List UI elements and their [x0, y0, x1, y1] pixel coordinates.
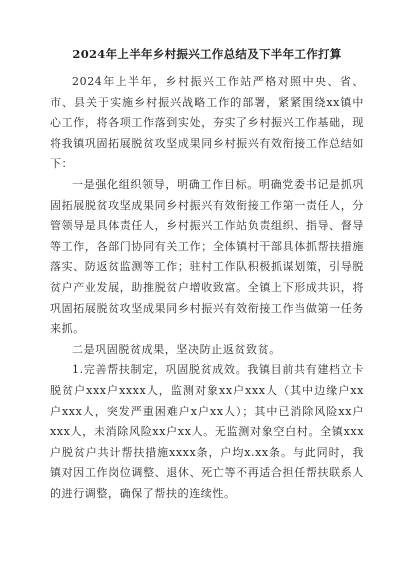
intro-paragraph: 2024年上半年，乡村振兴工作站严格对照中央、省、市、县关于实施乡村振兴战略工作的部署，紧紧围绕xx镇中心工作，将各项工作落到实处，夯实了乡村振兴工作基础，现将我镇巩固拓展脱贫攻坚成果同乡村振兴有效衔接工作总结如下：: [50, 75, 364, 171]
document-title: 2024年上半年乡村振兴工作总结及下半年工作打算: [72, 47, 342, 61]
section-one-paragraph: 一是强化组织领导，明确工作目标。明确党委书记是抓巩固拓展脱贫攻坚成果同乡村振兴有效衔接工作第一责任人，分管领导是具体责任人，乡村振兴工作站负责组织、指导、督导等工作，各部门协同有关工作；全体镇村干部具体抓帮扶措施落实、防返贫监测等工作；驻村工作队积极抓谋划策，引导脱贫户产业发展，助推脱贫户增收致富。全镇上下形成共识，将巩固拓展脱贫攻坚成果同乡村振兴有效衔接工作当做第一任务来抓。: [50, 177, 364, 336]
item-one-paragraph: 1.完善帮扶制定，巩固脱贫成效。我镇目前共有建档立卡脱贫户xxx户xxxx人，监测对象xx户xxx人（其中边缘户xx户xxx人，突发严重困难户x户xx人）；其中已消除风险xx户xxx人，未消除风险xx户xx人。无监测对象空白村。全镇xxx户脱贫户共计帮扶措施xxxx条，户均x.xx条。与此同时，我镇对因工作岗位调整、退休、死亡等不再适合担任帮扶联系人的进行调整，确保了帮扶的连续性。: [50, 363, 364, 500]
section-two-heading: 二是巩固脱贫成果，坚决防止返贫致贫。: [72, 342, 281, 356]
